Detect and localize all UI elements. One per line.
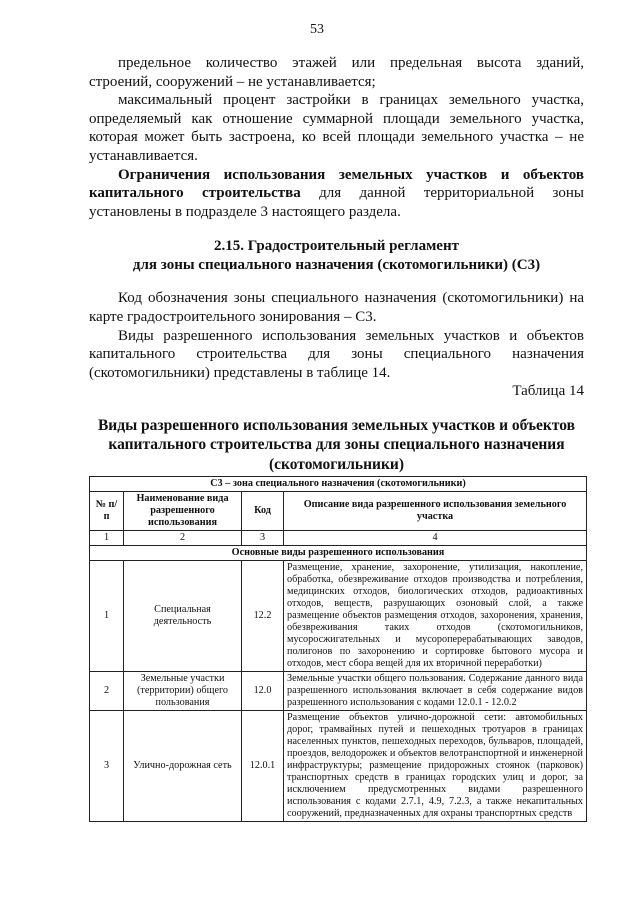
- row-num: 1: [90, 561, 124, 672]
- page-number: 53: [310, 22, 324, 37]
- header-code: Код: [242, 492, 284, 531]
- row-code: 12.0.1: [242, 711, 284, 822]
- row-description: Земельные участки общего пользования. Содержание данного вида разрешенного использования включает в себя содержание видов разрешенного использования с кодами 12.0.1 - 12.0.2: [284, 672, 587, 711]
- table-header-row: [90, 492, 587, 531]
- row-code: 12.2: [242, 561, 284, 672]
- table-title-line1: Виды разрешенного использования земельных участков и объектов: [97, 416, 576, 434]
- section-heading: [89, 237, 584, 275]
- section-heading-line2: для зоны специального назначения (скотомогильники) (С3): [132, 257, 541, 274]
- header-num: № п/п: [90, 492, 124, 531]
- section-heading-line1: 2.15. Градостроительный регламент: [214, 238, 459, 255]
- col-number-3: 3: [242, 531, 284, 546]
- header-description: Описание вида разрешенного использования земельного участка: [284, 492, 587, 531]
- paragraph-max-coverage: максимальный процент застройки в границах земельного участка, определяемый как отношение суммарной площади земельного участка, которая может быть застроена, ко всей площади земельного участка – не устанавливается.: [89, 92, 584, 164]
- paragraph-permitted-uses: Виды разрешенного использования земельных участков и объектов капитального строительства для зоны специального назначения (скотомогильники) представлены в таблице 14.: [89, 327, 584, 381]
- table-title: [89, 416, 584, 475]
- table-caption: Таблица 14: [512, 383, 584, 400]
- table-row: [90, 561, 587, 672]
- paragraph-zone-code: Код обозначения зоны специального назначения (скотомогильники) на карте градостроительного зонирования – С3.: [89, 290, 584, 325]
- col-number-1: 1: [90, 531, 124, 546]
- row-description: Размещение, хранение, захоронение, утилизация, накопление, обработка, обезвреживание отходов производства и потребления, медицинских отходов, биологических отходов, радиоактивных отходов, веществ, разрушающих озоновый слой, а также размещение объектов размещения отходов, захоронения, хранения, обезвреживания таких отходов (скотомогильников, мусоросжигательных и мусороперерабатывающих заводов, полигонов по захоронению и сортировке бытового мусора и отходов, мест сбора вещей для их вторичной переработки): [284, 561, 587, 672]
- row-num: 3: [90, 711, 124, 822]
- document-body: [89, 54, 584, 474]
- table-zone-header-row: [90, 477, 587, 492]
- restrictions-bold: Ограничения использования земельных участков и объектов капитального строительства: [89, 166, 584, 202]
- restrictions-rest: для данной территориальной зоны установлены в подразделе 3 настоящего раздела.: [89, 185, 584, 220]
- table-row: [90, 672, 587, 711]
- paragraph-restrictions: [89, 166, 584, 222]
- row-description: Размещение объектов улично-дорожной сети: автомобильных дорог, трамвайных путей и пешеходных тротуаров в границах населенных пунктов, пешеходных переходов, бульваров, площадей, проездов, велодорожек и объектов велотранспортной и инженерной инфраструктуры; размещение придорожных стоянок (парковок) транспортных средств в границах городских улиц и дорог, за исключением предусмотренных видами разрешенного использования с кодами 2.7.1, 4.9, 7.2.3, а также некапитальных сооружений, предназначенных для охраны транспортных средств: [284, 711, 587, 822]
- row-code: 12.0: [242, 672, 284, 711]
- col-number-2: 2: [124, 531, 242, 546]
- table-title-line2: капитального строительства для зоны специального назначения: [108, 436, 565, 454]
- header-name: Наименование вида разрешенного использования: [124, 492, 242, 531]
- table-row: [90, 711, 587, 822]
- table-group-header-row: [90, 546, 587, 561]
- row-name: Специальная деятельность: [124, 561, 242, 672]
- table-zone-header: С3 – зона специального назначения (скотомогильники): [90, 477, 587, 492]
- permitted-uses-table: [89, 476, 587, 822]
- row-name: Земельные участки (территории) общего пользования: [124, 672, 242, 711]
- col-number-4: 4: [284, 531, 587, 546]
- row-num: 2: [90, 672, 124, 711]
- table-title-line3: (скотомогильники): [268, 455, 405, 473]
- paragraph-floors: предельное количество этажей или предельная высота зданий, строений, сооружений – не устанавливается;: [89, 55, 584, 90]
- table-col-numbers-row: [90, 531, 587, 546]
- table-group-header: Основные виды разрешенного использования: [90, 546, 587, 561]
- row-name: Улично-дорожная сеть: [124, 711, 242, 822]
